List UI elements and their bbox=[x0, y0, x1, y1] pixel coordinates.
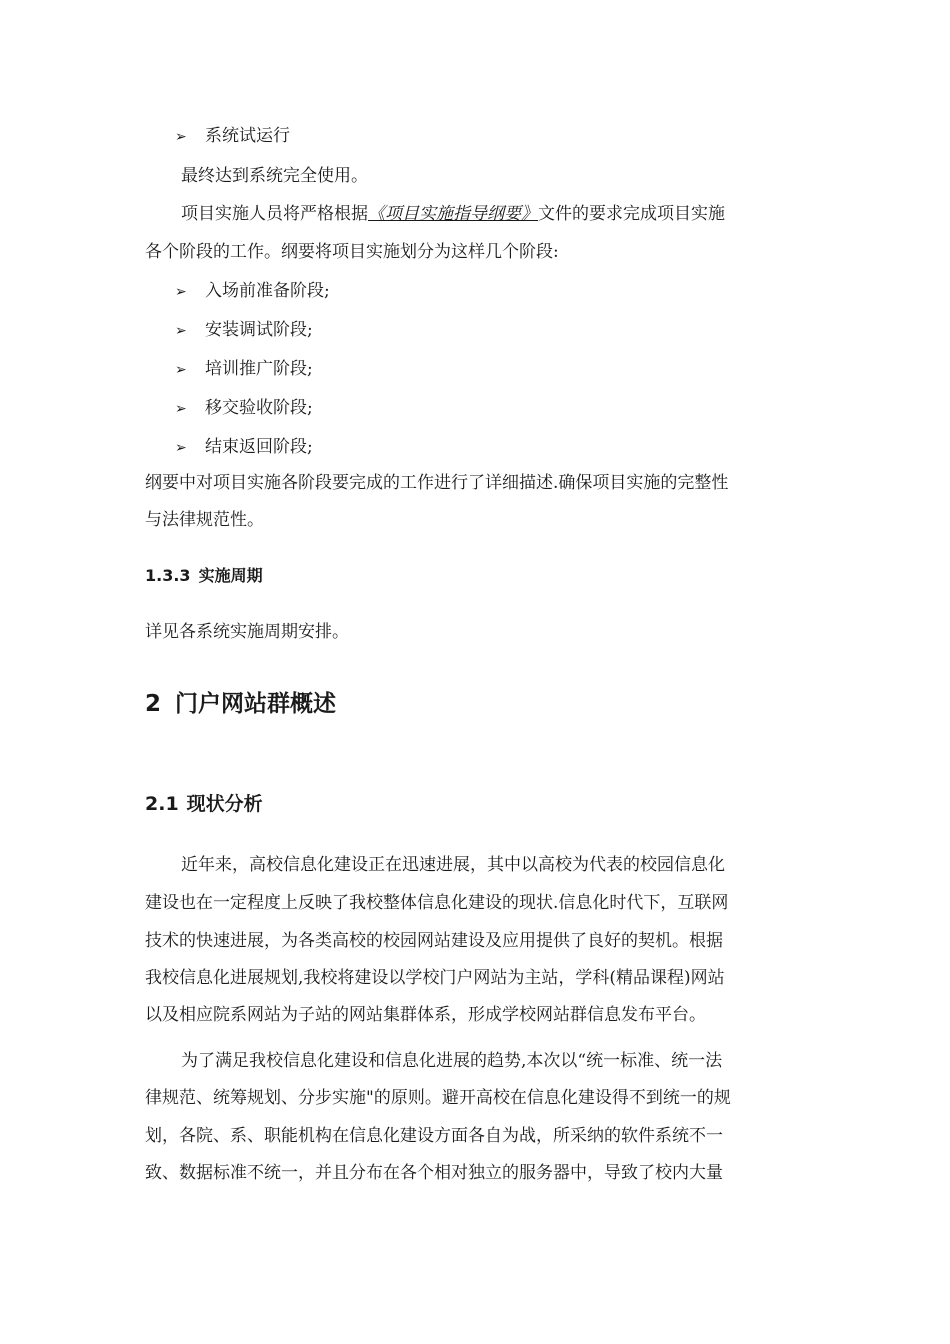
stage-item bbox=[175, 279, 330, 304]
paragraph-status-2-line: 为了满足我校信息化建设和信息化进展的趋势,本次以“统一标准、统一法 bbox=[181, 1051, 723, 1071]
arrow-bullet-icon: ➢ bbox=[175, 284, 187, 300]
paragraph-status-1-line: 我校信息化进展规划,我校将建设以学校门户网站为主站，学科(精品课程)网站 bbox=[145, 968, 725, 988]
paragraph-status-1-line: 近年来，高校信息化建设正在迅速进展，其中以高校为代表的校园信息化 bbox=[181, 855, 725, 875]
stage-text: 安装调试阶段; bbox=[205, 320, 313, 340]
paragraph-implementation-line-1 bbox=[145, 202, 810, 226]
paragraph-status-1-line: 以及相应院系网站为子站的网站集群体系，形成学校网站群信息发布平台。 bbox=[145, 1005, 706, 1025]
stage-item bbox=[175, 357, 313, 382]
arrow-bullet-icon: ➢ bbox=[175, 401, 187, 417]
paragraph-status-2-line: 划，各院、系、职能机构在信息化建设方面各自为战，所采纳的软件系统不一 bbox=[145, 1126, 723, 1146]
bullet-text: 系统试运行 bbox=[205, 126, 290, 146]
stage-text: 培训推广阶段; bbox=[205, 359, 313, 379]
paragraph-status-2-line: 律规范、统筹规划、分步实施"的原则。避开高校在信息化建设得不到统一的规 bbox=[145, 1088, 731, 1108]
paragraph-implementation-line-2: 各个阶段的工作。纲要将项目实施划分为这样几个阶段: bbox=[145, 242, 559, 262]
chapter-heading-2 bbox=[145, 688, 336, 720]
section-title: 实施周期 bbox=[198, 566, 263, 585]
bullet-item-trial-run bbox=[175, 124, 290, 149]
stage-item bbox=[175, 396, 313, 421]
section-heading-2-1 bbox=[145, 790, 263, 818]
impl-prefix: 项目实施人员将严格根据 bbox=[181, 204, 368, 224]
section-heading-1-3-3 bbox=[145, 564, 263, 588]
chapter-number: 2 bbox=[145, 691, 162, 717]
stage-item bbox=[175, 435, 313, 460]
paragraph-status-2-line: 致、数据标准不统一，并且分布在各个相对独立的服务器中，导致了校内大量 bbox=[145, 1163, 723, 1183]
paragraph-outline-line-2: 与法律规范性。 bbox=[145, 510, 264, 530]
section-number: 1.3.3 bbox=[145, 566, 191, 585]
section-number: 2.1 bbox=[145, 793, 179, 815]
impl-suffix: 文件的要求完成项目实施 bbox=[538, 204, 725, 224]
stage-text: 入场前准备阶段; bbox=[205, 281, 330, 301]
stage-text: 结束返回阶段; bbox=[205, 437, 313, 457]
paragraph-status-1-line: 建设也在一定程度上反映了我校整体信息化建设的现状.信息化时代下，互联网 bbox=[145, 893, 729, 913]
paragraph-status-1-line: 技术的快速进展，为各类高校的校园网站建设及应用提供了良好的契机。根据 bbox=[145, 931, 723, 951]
arrow-bullet-icon: ➢ bbox=[175, 129, 187, 145]
paragraph-outline-line-1: 纲要中对项目实施各阶段要完成的工作进行了详细描述.确保项目实施的完整性 bbox=[145, 473, 729, 493]
arrow-bullet-icon: ➢ bbox=[175, 362, 187, 378]
paragraph-cycle: 详见各系统实施周期安排。 bbox=[145, 622, 349, 642]
section-title: 现状分析 bbox=[186, 793, 263, 815]
stage-text: 移交验收阶段; bbox=[205, 398, 313, 418]
arrow-bullet-icon: ➢ bbox=[175, 323, 187, 339]
paragraph-final-use: 最终达到系统完全使用。 bbox=[181, 166, 368, 186]
chapter-title: 门户网站群概述 bbox=[175, 691, 337, 717]
guideline-document-link: 《项目实施指导纲要》 bbox=[368, 204, 538, 224]
stage-item bbox=[175, 318, 313, 343]
arrow-bullet-icon: ➢ bbox=[175, 440, 187, 456]
